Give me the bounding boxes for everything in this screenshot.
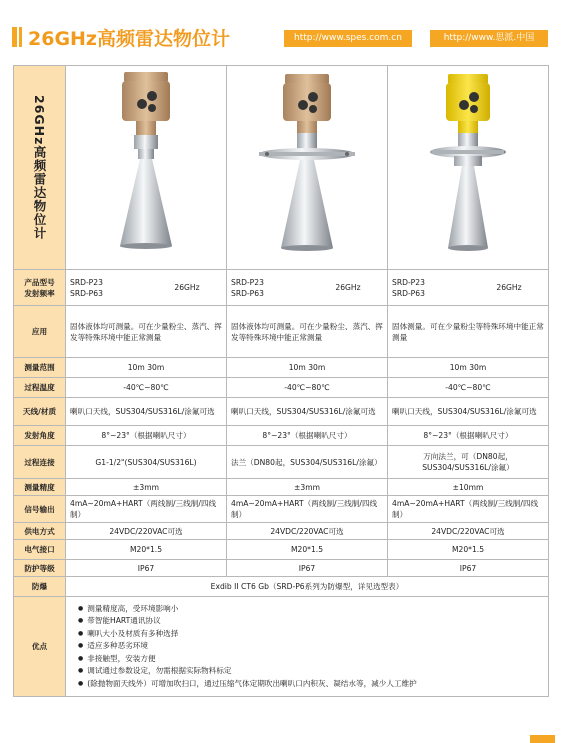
model-2b: SRD-P63 bbox=[231, 288, 264, 298]
label-connection: 过程连接 bbox=[14, 446, 66, 479]
cell-range-3: 10m 30m bbox=[388, 358, 549, 378]
advantage-item: ● 调试通过参数设定，勿需根据实际物料标定 bbox=[78, 665, 544, 677]
label-antenna: 天线/材质 bbox=[14, 398, 66, 426]
cell-model-freq-2 bbox=[227, 270, 388, 306]
cell-temperature-3: -40℃~80℃ bbox=[388, 378, 549, 398]
product-image-1 bbox=[66, 68, 226, 268]
advantage-item: ● (除抛物面天线外）可增加吹扫口，通过压缩气体定期吹出喇叭口内积灰、凝结水等，减少人工维护 bbox=[78, 678, 544, 690]
row-application bbox=[14, 306, 549, 358]
cell-protection-1: IP67 bbox=[66, 560, 227, 577]
label-angle: 发射角度 bbox=[14, 426, 66, 446]
cell-accuracy-1: ±3mm bbox=[66, 479, 227, 496]
cell-connection-1: G1-1/2"(SUS304/SUS316L) bbox=[66, 446, 227, 479]
radar-sensor-yellow-icon bbox=[388, 68, 548, 268]
website-link-2[interactable]: http://www.思派.中国 bbox=[430, 30, 548, 47]
row-temperature bbox=[14, 378, 549, 398]
label-explosion: 防爆 bbox=[14, 577, 66, 597]
cell-accuracy-2: ±3mm bbox=[227, 479, 388, 496]
cell-power-3: 24VDC/220VAC可选 bbox=[388, 523, 549, 540]
cell-advantages bbox=[66, 597, 549, 697]
row-electrical bbox=[14, 540, 549, 560]
label-application: 应用 bbox=[14, 306, 66, 358]
row-antenna bbox=[14, 398, 549, 426]
model-3b: SRD-P63 bbox=[392, 288, 425, 298]
cell-output-3: 4mA~20mA+HART（两线制/三线制/四线制） bbox=[388, 496, 549, 523]
cell-power-1: 24VDC/220VAC可选 bbox=[66, 523, 227, 540]
row-explosion bbox=[14, 577, 549, 597]
freq-1: 26GHz bbox=[174, 283, 200, 292]
label-output: 信号输出 bbox=[14, 496, 66, 523]
cell-connection-2: 法兰（DN80起，SUS304/SUS316L/涂氟） bbox=[227, 446, 388, 479]
cell-antenna-2: 喇叭口天线，SUS304/SUS316L/涂氟可选 bbox=[227, 398, 388, 426]
cell-angle-2: 8°~23°（根据喇叭尺寸） bbox=[227, 426, 388, 446]
row-connection bbox=[14, 446, 549, 479]
freq-2: 26GHz bbox=[335, 283, 361, 292]
cell-range-2: 10m 30m bbox=[227, 358, 388, 378]
cell-angle-1: 8°~23°（根据喇叭尺寸） bbox=[66, 426, 227, 446]
product-image-cell-3 bbox=[388, 66, 549, 270]
cell-application-3: 固体测量。可在少量粉尘等特殊环境中能正常测量 bbox=[388, 306, 549, 358]
model-1a: SRD-P23 bbox=[70, 277, 103, 287]
cell-antenna-1: 喇叭口天线，SUS304/SUS316L/涂氟可选 bbox=[66, 398, 227, 426]
cell-power-2: 24VDC/220VAC可选 bbox=[227, 523, 388, 540]
model-2a: SRD-P23 bbox=[231, 277, 264, 287]
row-accuracy bbox=[14, 479, 549, 496]
advantage-item: ● 适应多种恶劣环境 bbox=[78, 640, 544, 652]
model-1b: SRD-P63 bbox=[70, 288, 103, 298]
cell-angle-3: 8°~23°（根据喇叭尺寸） bbox=[388, 426, 549, 446]
spec-table bbox=[13, 65, 549, 697]
product-image-cell-1 bbox=[66, 66, 227, 270]
row-protection bbox=[14, 560, 549, 577]
row-output bbox=[14, 496, 549, 523]
cell-range-1: 10m 30m bbox=[66, 358, 227, 378]
cell-explosion: Exdib II CT6 Gb（SRD-P6系列为防爆型，详见选型表） bbox=[66, 577, 549, 597]
label-range: 测量范围 bbox=[14, 358, 66, 378]
cell-output-2: 4mA~20mA+HART（两线制/三线制/四线制） bbox=[227, 496, 388, 523]
label-model-freq: 产品型号 发射频率 bbox=[14, 270, 66, 306]
side-title: 26GHz高频雷达物位计 bbox=[32, 95, 47, 240]
cell-electrical-1: M20*1.5 bbox=[66, 540, 227, 560]
product-image-2 bbox=[227, 68, 387, 268]
cell-protection-2: IP67 bbox=[227, 560, 388, 577]
advantage-item: ● 非接触型，安装方便 bbox=[78, 653, 544, 665]
row-advantages bbox=[14, 597, 549, 697]
row-angle bbox=[14, 426, 549, 446]
header-accent-bar-thin bbox=[19, 27, 22, 47]
cell-application-1: 固体液体均可测量。可在少量粉尘、蒸汽、挥发等特殊环境中能正常测量 bbox=[66, 306, 227, 358]
website-link-1[interactable]: http://www.spes.com.cn bbox=[284, 30, 412, 47]
advantages-list bbox=[70, 603, 544, 690]
product-image-3 bbox=[388, 68, 548, 268]
model-3a: SRD-P23 bbox=[392, 277, 425, 287]
cell-protection-3: IP67 bbox=[388, 560, 549, 577]
radar-sensor-flange-icon bbox=[227, 68, 387, 268]
advantage-item: ● 喇叭大小及材质有多种选择 bbox=[78, 628, 544, 640]
page-header bbox=[0, 0, 561, 52]
cell-model-freq-3 bbox=[388, 270, 549, 306]
image-row bbox=[14, 66, 549, 270]
row-model-freq bbox=[14, 270, 549, 306]
cell-temperature-1: -40℃~80℃ bbox=[66, 378, 227, 398]
cell-antenna-3: 喇叭口天线，SUS304/SUS316L/涂氟可选 bbox=[388, 398, 549, 426]
cell-temperature-2: -40℃~80℃ bbox=[227, 378, 388, 398]
cell-output-1: 4mA~20mA+HART（两线制/三线制/四线制） bbox=[66, 496, 227, 523]
cell-connection-3: 万向法兰，可（DN80起，SUS304/SUS316L/涂氟） bbox=[388, 446, 549, 479]
label-power: 供电方式 bbox=[14, 523, 66, 540]
cell-electrical-2: M20*1.5 bbox=[227, 540, 388, 560]
label-temperature: 过程温度 bbox=[14, 378, 66, 398]
cell-model-freq-1 bbox=[66, 270, 227, 306]
page-number-tab bbox=[530, 735, 555, 743]
cell-application-2: 固体液体均可测量。可在少量粉尘、蒸汽、挥发等特殊环境中能正常测量 bbox=[227, 306, 388, 358]
header-accent-bar bbox=[12, 27, 17, 47]
freq-3: 26GHz bbox=[496, 283, 522, 292]
side-title-cell bbox=[14, 66, 66, 270]
radar-sensor-tan-icon bbox=[66, 68, 226, 268]
advantage-item: ● 测量精度高，受环境影响小 bbox=[78, 603, 544, 615]
label-protection: 防护等级 bbox=[14, 560, 66, 577]
cell-electrical-3: M20*1.5 bbox=[388, 540, 549, 560]
page-title: 26GHz高频雷达物位计 bbox=[28, 28, 230, 50]
label-electrical: 电气接口 bbox=[14, 540, 66, 560]
cell-accuracy-3: ±10mm bbox=[388, 479, 549, 496]
row-power bbox=[14, 523, 549, 540]
advantage-item: ● 带智能HART通讯协议 bbox=[78, 615, 544, 627]
row-range bbox=[14, 358, 549, 378]
product-image-cell-2 bbox=[227, 66, 388, 270]
label-advantages: 优点 bbox=[14, 597, 66, 697]
label-accuracy: 测量精度 bbox=[14, 479, 66, 496]
